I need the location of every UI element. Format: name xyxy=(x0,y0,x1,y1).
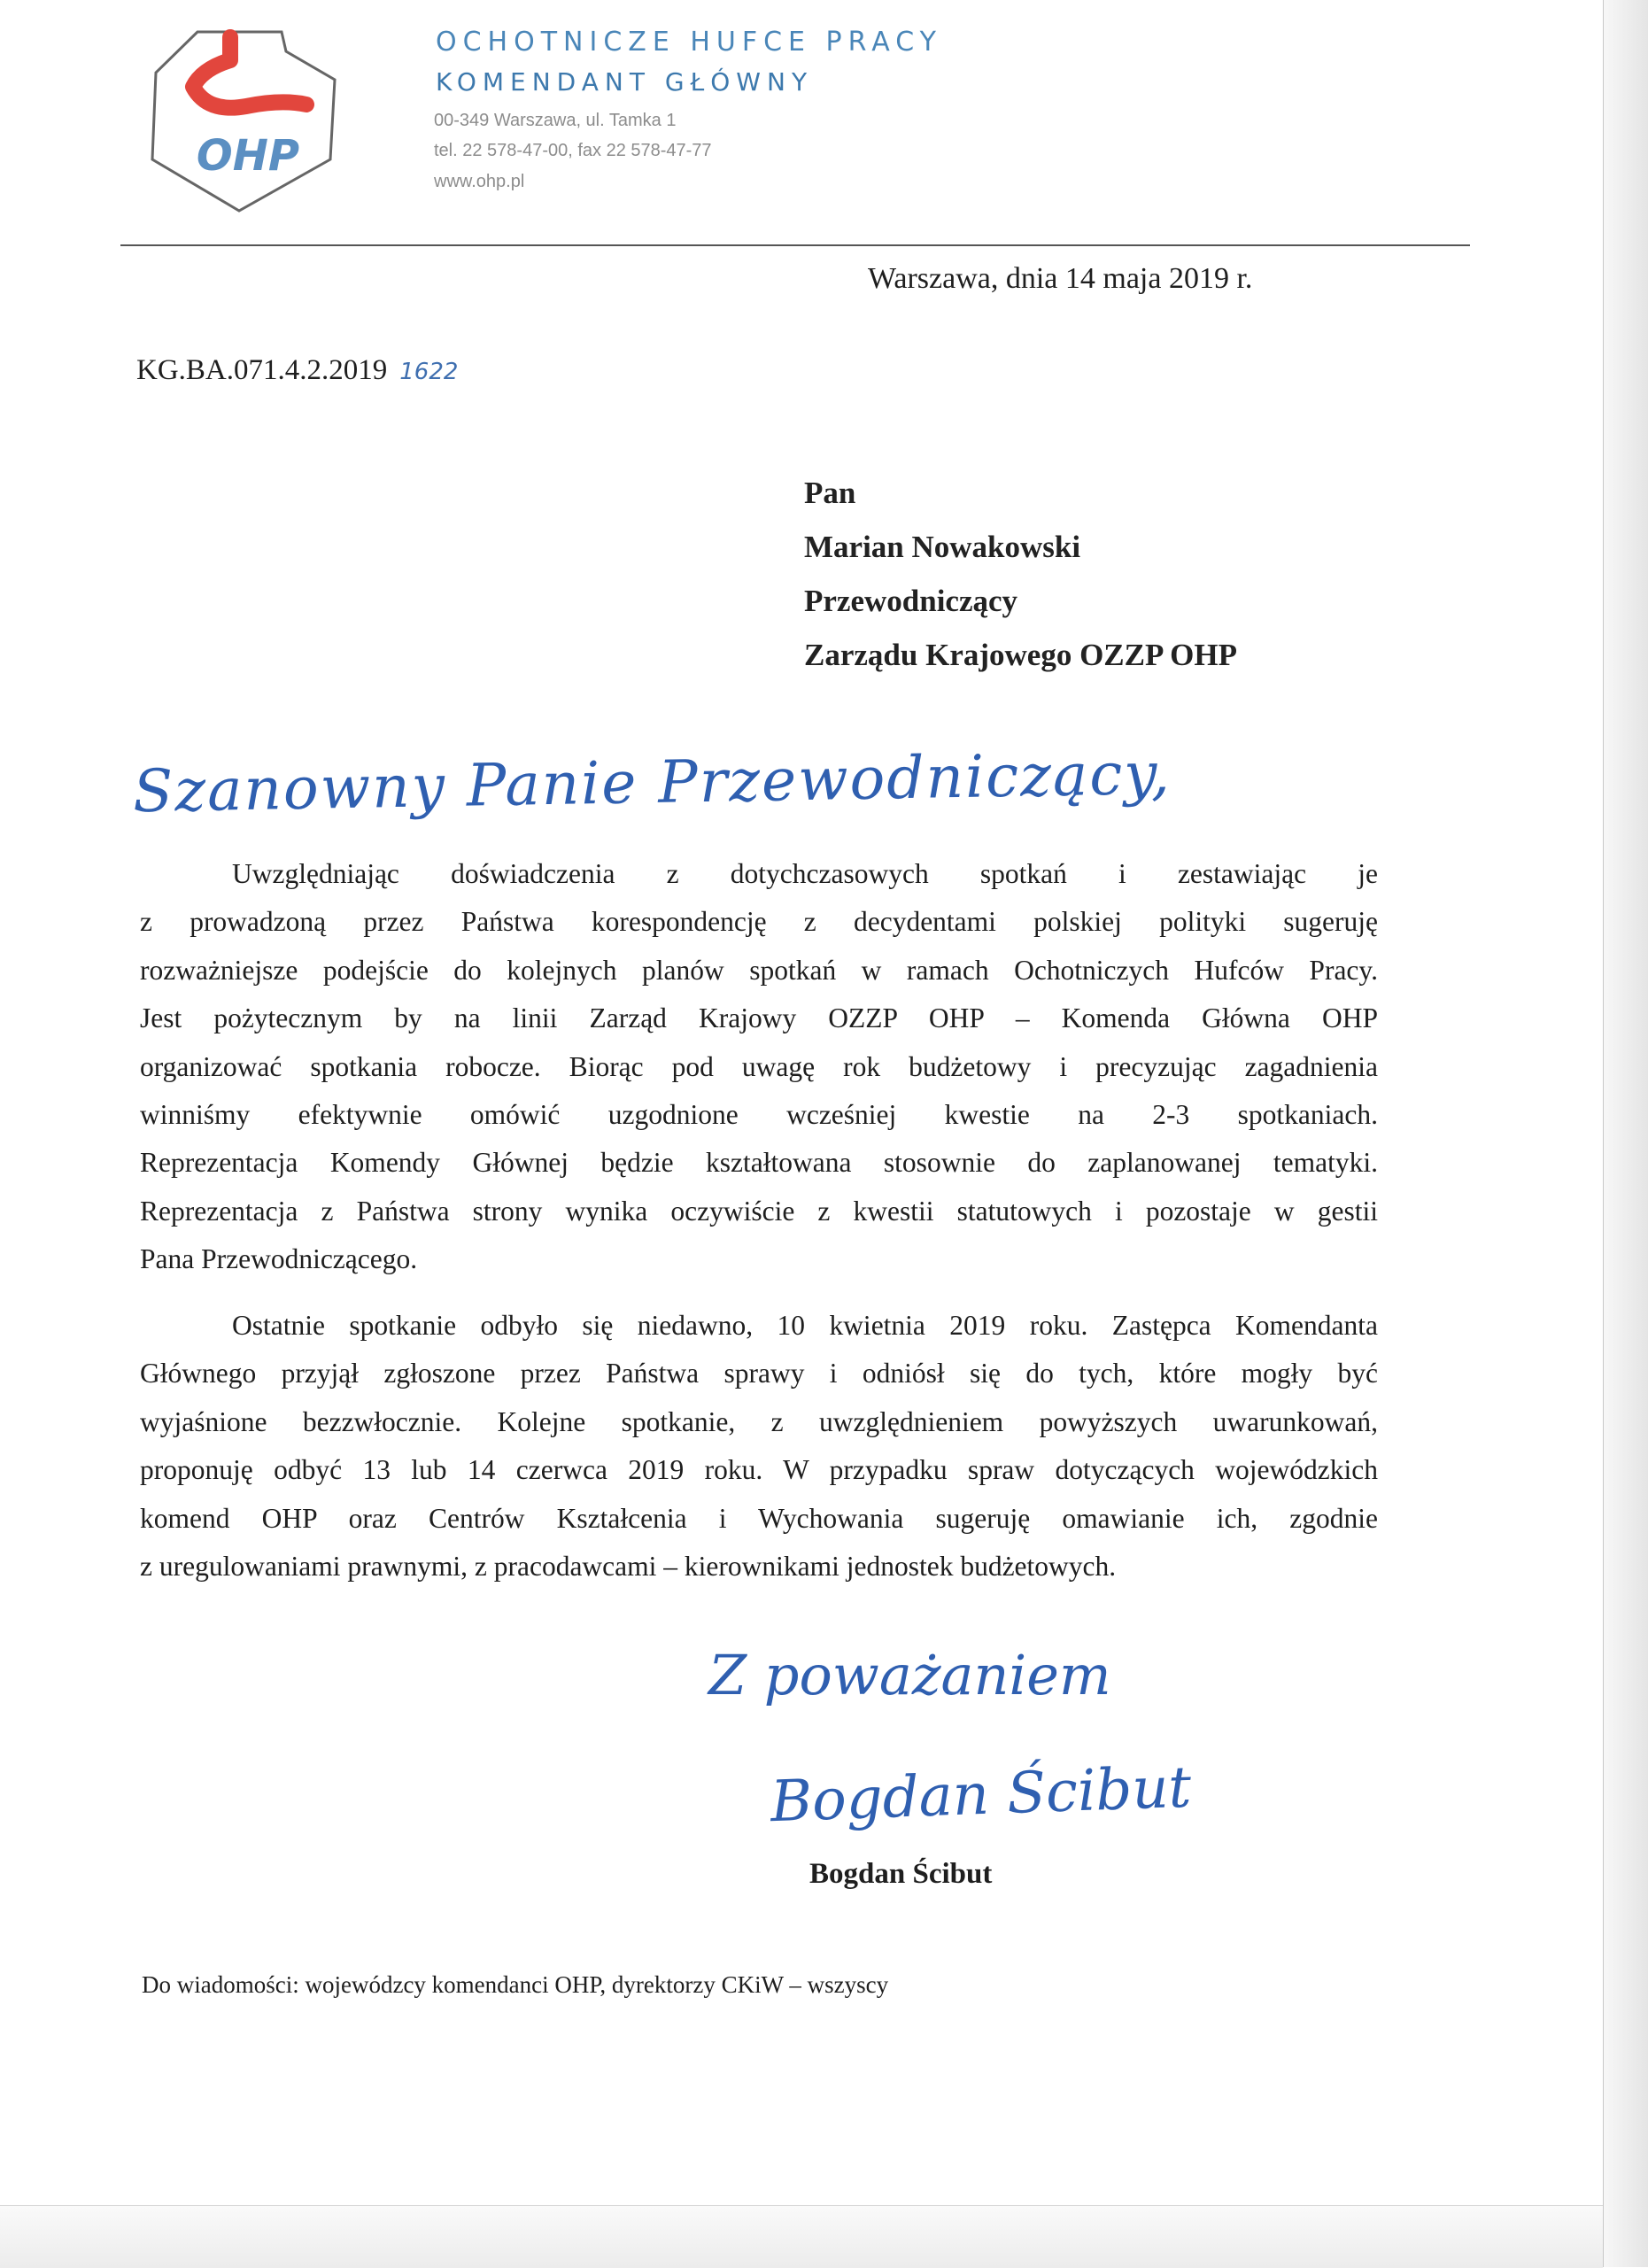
recipient-line: Marian Nowakowski xyxy=(804,530,1081,564)
signature-handwritten: Bogdan Ścibut xyxy=(769,1754,1193,1836)
text-line: Pana Przewodniczącego. xyxy=(140,1243,418,1275)
logo-text: OHP xyxy=(196,131,300,181)
org-address: 00-349 Warszawa, ul. Tamka 1 xyxy=(434,111,677,130)
reference-number xyxy=(136,354,458,387)
recipient-line: Zarządu Krajowego OZZP OHP xyxy=(804,638,1238,672)
text-line: winniśmy efektywnie omówić uzgodnione wcześniej kwestie na 2-3 spotkaniach. xyxy=(140,1098,1378,1130)
text-line: proponuję odbyć 13 lub 14 czerwca 2019 roku. W przypadku spraw dotyczących wojewódzkich xyxy=(140,1454,1378,1486)
text-line: Reprezentacja z Państwa strony wynika oczywiście z kwestii statutowych i pozostaje w gestii xyxy=(140,1195,1378,1227)
recipient-line: Pan xyxy=(804,476,856,510)
text-line: z uregulowaniami prawnymi, z pracodawcami – kierownikami jednostek budżetowych. xyxy=(140,1550,1117,1582)
org-phone-fax: tel. 22 578-47-00, fax 22 578-47-77 xyxy=(434,141,712,160)
text-line: rozważniejsze podejście do kolejnych planów spotkań w ramach Ochotniczych Hufców Pracy. xyxy=(140,954,1378,986)
text-line: Jest pożytecznym by na linii Zarząd Krajowy OZZP OHP – Komenda Główna OHP xyxy=(140,1002,1378,1034)
signer-name: Bogdan Ścibut xyxy=(809,1858,993,1890)
text-line: komend OHP oraz Centrów Kształcenia i Wychowania sugeruję omawianie ich, zgodnie xyxy=(140,1502,1378,1534)
text-line: organizować spotkania robocze. Biorąc pod uwagę rok budżetowy i precyzując zagadnienia xyxy=(140,1050,1378,1082)
scan-edge xyxy=(1603,0,1648,2267)
letter-date: Warszawa, dnia 14 maja 2019 r. xyxy=(868,262,1253,295)
org-title: KOMENDANT GŁÓWNY xyxy=(436,67,814,97)
paragraph-2 xyxy=(140,1302,1378,1591)
text-line: Głównego przyjął zgłoszone przez Państwa sprawy i odniósł się do tych, które mogły być xyxy=(140,1358,1378,1389)
org-website[interactable]: www.ohp.pl xyxy=(434,172,525,191)
closing-handwritten: Z poważaniem xyxy=(708,1643,1111,1707)
cc-list: Do wiadomości: wojewódzcy komendanci OHP, dyrektorzy CKiW – wszyscy xyxy=(142,1971,889,1998)
reference-code: KG.BA.071.4.2.2019 xyxy=(136,354,388,386)
recipient-line: Przewodniczący xyxy=(804,584,1018,618)
text-line: Reprezentacja Komendy Głównej będzie kształtowana stosownie do zaplanowanej tematyki. xyxy=(140,1147,1378,1179)
scan-edge xyxy=(0,2205,1603,2268)
text-line: Ostatnie spotkanie odbyło się niedawno, 10 kwietnia 2019 roku. Zastępca Komendanta xyxy=(232,1310,1378,1341)
ohp-logo-emblem xyxy=(149,28,344,214)
text-line: z prowadzoną przez Państwa korespondencję z decydentami polskiej polityki sugeruję xyxy=(140,906,1378,938)
ohp-logo xyxy=(149,28,344,214)
text-line: Uwzględniając doświadczenia z dotychczasowych spotkań i zestawiając je xyxy=(232,858,1378,889)
paragraph-1 xyxy=(140,850,1378,1284)
reference-handwritten-number: 1622 xyxy=(399,359,459,385)
org-name: OCHOTNICZE HUFCE PRACY xyxy=(436,27,943,58)
text-line: wyjaśnione bezzwłocznie. Kolejne spotkanie, z uwzględnieniem powyższych uwarunkowań, xyxy=(140,1405,1378,1437)
header-divider xyxy=(120,244,1470,246)
salutation-handwritten: Szanowny Panie Przewodniczący, xyxy=(132,739,1172,826)
